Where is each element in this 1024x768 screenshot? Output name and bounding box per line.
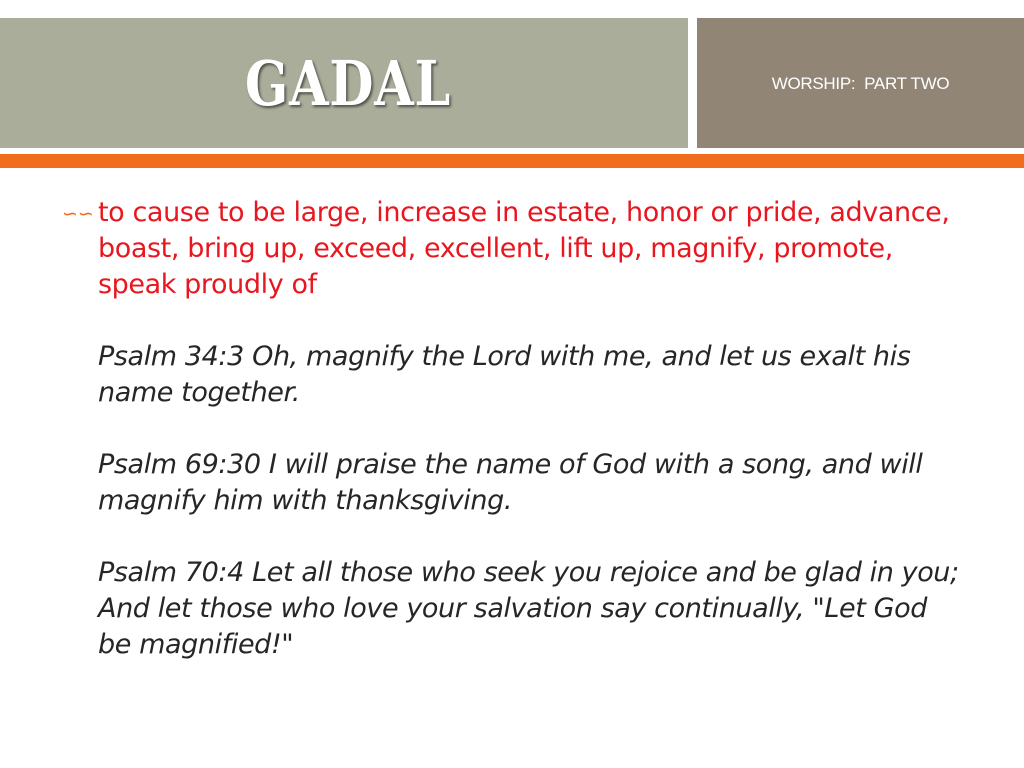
bullet-item [98,195,967,663]
accent-bar [0,154,1024,168]
curl-bullet-icon: ∽∽ [62,203,94,225]
slide-body [62,195,967,663]
title-band [0,18,688,148]
slide-subtitle: WORSHIP: PART TWO [771,74,950,93]
verse-psalm-69-30: Psalm 69:30 I will praise the name of God with a song, and will magnify him with thanksgiving. [98,449,923,516]
verse-psalm-34-3: Psalm 34:3 Oh, magnify the Lord with me, and let us exalt his name together. [98,341,911,408]
slide-title: GADAL [244,47,452,120]
verse-psalm-70-4: Psalm 70:4 Let all those who seek you rejoice and be glad in you; And let those who love your salvation say continually, "Let God be magnified!" [98,557,959,660]
definition-text: to cause to be large, increase in estate, honor or pride, advance, boast, bring up, exceed, excellent, lift up, magnify, promote, speak proudly of [98,197,950,300]
subtitle-band [697,18,1024,148]
